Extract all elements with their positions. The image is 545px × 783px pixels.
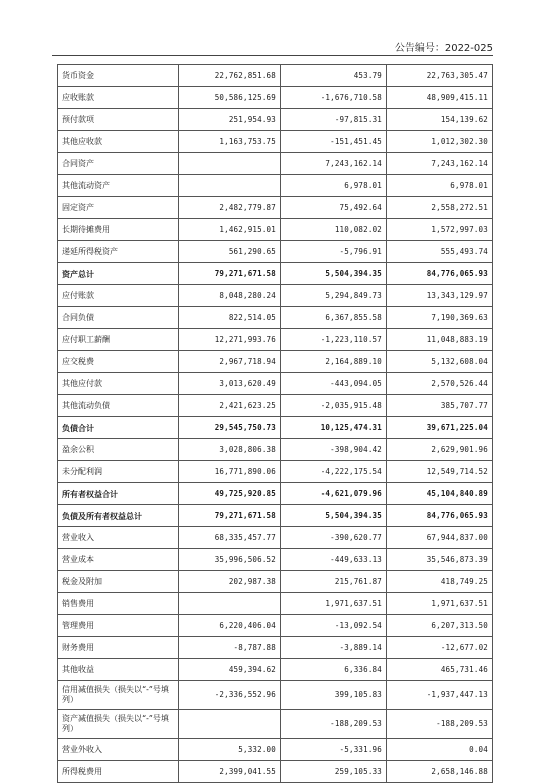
original-value-cell: 202,987.38 [179, 571, 281, 593]
row-label: 其他流动资产 [58, 175, 179, 197]
row-label: 销售费用 [58, 593, 179, 615]
restated-value-cell: 11,048,883.19 [387, 329, 493, 351]
restated-value-cell: 5,132,608.04 [387, 351, 493, 373]
adjustment-value-cell: -2,035,915.48 [281, 395, 387, 417]
restated-value-cell: 154,139.62 [387, 109, 493, 131]
table-row [58, 307, 493, 329]
original-value-cell: 29,545,750.73 [179, 417, 281, 439]
row-label: 合同资产 [58, 153, 179, 175]
adjustment-value-cell: -5,796.91 [281, 241, 387, 263]
adjustment-value-cell: -5,331.96 [281, 739, 387, 761]
row-label: 财务费用 [58, 637, 179, 659]
row-label: 盈余公积 [58, 439, 179, 461]
row-label: 资产总计 [58, 263, 179, 285]
original-value-cell: 1,163,753.75 [179, 131, 281, 153]
adjustment-value-cell: 2,164,889.10 [281, 351, 387, 373]
table-row [58, 681, 493, 710]
adjustment-value-cell: 5,294,849.73 [281, 285, 387, 307]
restated-value-cell: 2,629,901.96 [387, 439, 493, 461]
adjustment-value-cell: -151,451.45 [281, 131, 387, 153]
table-row [58, 659, 493, 681]
table-row [58, 219, 493, 241]
restated-value-cell: 22,763,305.47 [387, 65, 493, 87]
original-value-cell: 16,771,890.06 [179, 461, 281, 483]
table-row [58, 637, 493, 659]
restated-value-cell: -1,937,447.13 [387, 681, 493, 710]
table-row [58, 395, 493, 417]
original-value-cell: 2,421,623.25 [179, 395, 281, 417]
restated-value-cell: 13,343,129.97 [387, 285, 493, 307]
row-label: 应付账款 [58, 285, 179, 307]
original-value-cell: -8,787.88 [179, 637, 281, 659]
row-label: 负债合计 [58, 417, 179, 439]
row-label: 税金及附加 [58, 571, 179, 593]
restated-value-cell: 35,546,873.39 [387, 549, 493, 571]
restated-value-cell: 2,570,526.44 [387, 373, 493, 395]
original-value-cell: 3,013,620.49 [179, 373, 281, 395]
original-value-cell: 12,271,993.76 [179, 329, 281, 351]
restated-value-cell: 48,909,415.11 [387, 87, 493, 109]
table-row [58, 351, 493, 373]
table-row [58, 131, 493, 153]
original-value-cell: 8,048,280.24 [179, 285, 281, 307]
row-label: 未分配利润 [58, 461, 179, 483]
original-value-cell: 79,271,671.58 [179, 505, 281, 527]
restated-value-cell: 385,707.77 [387, 395, 493, 417]
restated-value-cell: -12,677.02 [387, 637, 493, 659]
row-label: 其他应收款 [58, 131, 179, 153]
table-row [58, 263, 493, 285]
announcement-code: 公告编号：2022-025 [394, 43, 493, 54]
adjustment-value-cell: -1,676,710.58 [281, 87, 387, 109]
row-label: 信用减值损失（损失以“-”号填列） [58, 681, 179, 710]
row-label: 所有者权益合计 [58, 483, 179, 505]
row-label: 营业外收入 [58, 739, 179, 761]
restated-value-cell: 465,731.46 [387, 659, 493, 681]
adjustment-value-cell: 7,243,162.14 [281, 153, 387, 175]
restated-value-cell: 12,549,714.52 [387, 461, 493, 483]
adjustment-value-cell: 1,971,637.51 [281, 593, 387, 615]
restated-value-cell: 6,207,313.50 [387, 615, 493, 637]
original-value-cell: 2,482,779.87 [179, 197, 281, 219]
restated-value-cell: 6,978.01 [387, 175, 493, 197]
original-value-cell: 2,399,041.55 [179, 761, 281, 783]
adjustment-value-cell: -188,209.53 [281, 710, 387, 739]
original-value-cell: 5,332.00 [179, 739, 281, 761]
restated-value-cell: 84,776,065.93 [387, 505, 493, 527]
adjustment-value-cell: 215,761.87 [281, 571, 387, 593]
restated-value-cell: 418,749.25 [387, 571, 493, 593]
restated-value-cell: 0.04 [387, 739, 493, 761]
adjustment-value-cell: -443,094.05 [281, 373, 387, 395]
adjustment-value-cell: -449,633.13 [281, 549, 387, 571]
table-row [58, 615, 493, 637]
table-row [58, 285, 493, 307]
restated-value-cell: 45,104,840.89 [387, 483, 493, 505]
table-row [58, 175, 493, 197]
row-label: 所得税费用 [58, 761, 179, 783]
financial-adjustment-table [57, 64, 493, 783]
restated-value-cell: 555,493.74 [387, 241, 493, 263]
adjustment-value-cell: 10,125,474.31 [281, 417, 387, 439]
restated-value-cell: 1,572,997.03 [387, 219, 493, 241]
restated-value-cell: 1,012,302.30 [387, 131, 493, 153]
table-row [58, 527, 493, 549]
restated-value-cell: -188,209.53 [387, 710, 493, 739]
table-row [58, 109, 493, 131]
original-value-cell: 459,394.62 [179, 659, 281, 681]
table-row [58, 549, 493, 571]
original-value-cell: 50,586,125.69 [179, 87, 281, 109]
adjustment-value-cell: 5,504,394.35 [281, 505, 387, 527]
original-value-cell: 251,954.93 [179, 109, 281, 131]
row-label: 货币资金 [58, 65, 179, 87]
table-body [58, 65, 493, 783]
restated-value-cell: 7,243,162.14 [387, 153, 493, 175]
adjustment-value-cell: -13,092.54 [281, 615, 387, 637]
adjustment-value-cell: -4,222,175.54 [281, 461, 387, 483]
row-label: 管理费用 [58, 615, 179, 637]
row-label: 其他应付款 [58, 373, 179, 395]
table-row [58, 761, 493, 783]
adjustment-value-cell: 6,336.84 [281, 659, 387, 681]
adjustment-value-cell: 399,105.83 [281, 681, 387, 710]
original-value-cell: 68,335,457.77 [179, 527, 281, 549]
original-value-cell: 561,290.65 [179, 241, 281, 263]
row-label: 负债及所有者权益总计 [58, 505, 179, 527]
original-value-cell [179, 153, 281, 175]
table-row [58, 87, 493, 109]
restated-value-cell: 2,558,272.51 [387, 197, 493, 219]
adjustment-value-cell: -97,815.31 [281, 109, 387, 131]
table-row [58, 571, 493, 593]
adjustment-value-cell: 6,978.01 [281, 175, 387, 197]
table-row [58, 483, 493, 505]
row-label: 长期待摊费用 [58, 219, 179, 241]
restated-value-cell: 67,944,837.00 [387, 527, 493, 549]
original-value-cell: 22,762,851.68 [179, 65, 281, 87]
original-value-cell: -2,336,552.96 [179, 681, 281, 710]
table-row [58, 197, 493, 219]
original-value-cell: 1,462,915.01 [179, 219, 281, 241]
table-row [58, 153, 493, 175]
table-row [58, 65, 493, 87]
table-row [58, 739, 493, 761]
original-value-cell [179, 593, 281, 615]
adjustment-value-cell: -390,620.77 [281, 527, 387, 549]
original-value-cell [179, 710, 281, 739]
row-label: 合同负债 [58, 307, 179, 329]
header-divider [52, 55, 493, 56]
row-label: 其他流动负债 [58, 395, 179, 417]
row-label: 营业收入 [58, 527, 179, 549]
table-row [58, 373, 493, 395]
table-row [58, 241, 493, 263]
original-value-cell: 6,220,406.04 [179, 615, 281, 637]
row-label: 应交税费 [58, 351, 179, 373]
original-value-cell: 3,028,806.38 [179, 439, 281, 461]
table-row [58, 593, 493, 615]
row-label: 应收账款 [58, 87, 179, 109]
restated-value-cell: 7,190,369.63 [387, 307, 493, 329]
table-row [58, 417, 493, 439]
restated-value-cell: 84,776,065.93 [387, 263, 493, 285]
table-row [58, 505, 493, 527]
original-value-cell: 49,725,920.85 [179, 483, 281, 505]
original-value-cell: 35,996,506.52 [179, 549, 281, 571]
adjustment-value-cell: 259,105.33 [281, 761, 387, 783]
row-label: 其他收益 [58, 659, 179, 681]
row-label: 营业成本 [58, 549, 179, 571]
adjustment-value-cell: -1,223,110.57 [281, 329, 387, 351]
adjustment-value-cell: 110,082.02 [281, 219, 387, 241]
adjustment-value-cell: 75,492.64 [281, 197, 387, 219]
row-label: 预付款项 [58, 109, 179, 131]
row-label: 资产减值损失（损失以“-”号填列） [58, 710, 179, 739]
table-row [58, 439, 493, 461]
restated-value-cell: 39,671,225.04 [387, 417, 493, 439]
adjustment-value-cell: -398,904.42 [281, 439, 387, 461]
row-label: 应付职工薪酬 [58, 329, 179, 351]
row-label: 递延所得税资产 [58, 241, 179, 263]
original-value-cell: 822,514.05 [179, 307, 281, 329]
original-value-cell [179, 175, 281, 197]
original-value-cell: 79,271,671.58 [179, 263, 281, 285]
adjustment-value-cell: 5,504,394.35 [281, 263, 387, 285]
table-row [58, 329, 493, 351]
restated-value-cell: 2,658,146.88 [387, 761, 493, 783]
original-value-cell: 2,967,718.94 [179, 351, 281, 373]
adjustment-value-cell: -3,889.14 [281, 637, 387, 659]
table-row [58, 461, 493, 483]
adjustment-value-cell: -4,621,079.96 [281, 483, 387, 505]
adjustment-value-cell: 453.79 [281, 65, 387, 87]
table-row [58, 710, 493, 739]
restated-value-cell: 1,971,637.51 [387, 593, 493, 615]
adjustment-value-cell: 6,367,855.58 [281, 307, 387, 329]
row-label: 固定资产 [58, 197, 179, 219]
